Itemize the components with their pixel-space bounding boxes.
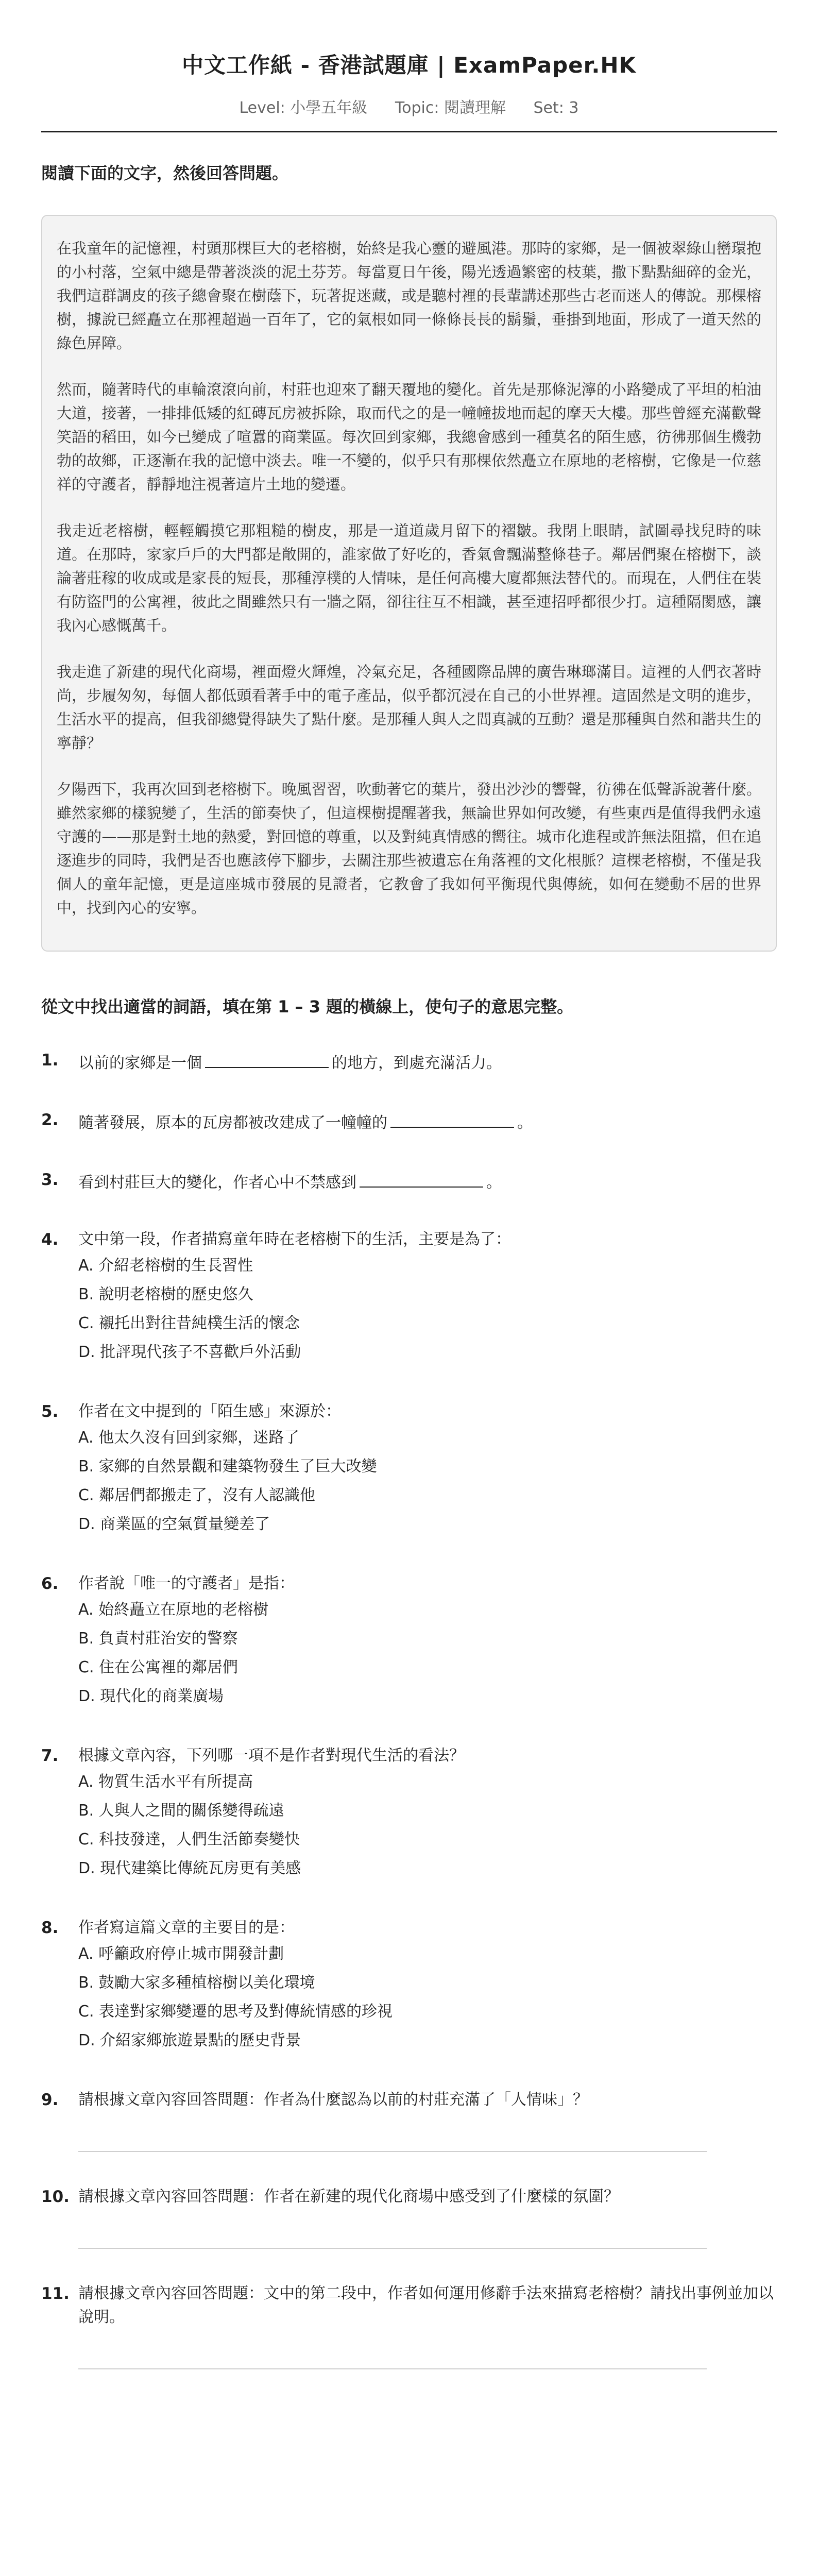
question-11 — [41, 2282, 777, 2369]
passage-paragraph-3: 我走近老榕樹，輕輕觸摸它那粗糙的樹皮，那是一道道歲月留下的褶皺。我閉上眼睛，試圖尋找兒時的味道。在那時，家家戶戶的大門都是敞開的，誰家做了好吃的，香氣會飄滿整條巷子。鄰居們聚在榕樹下，談論著莊稼的收成或是家長的短長，那種淳樸的人情味，是任何高樓大廈都無法替代的。而現在，人們住在裝有防盜門的公寓裡，彼此之間雖然只有一牆之隔，卻往往互不相識，甚至連招呼都很少打。這種隔閡感，讓我內心感慨萬千。 — [57, 522, 761, 634]
header — [41, 0, 777, 132]
question-body — [78, 1744, 777, 1883]
question-4 — [41, 1228, 777, 1367]
question-body — [78, 1168, 777, 1195]
question-number: 2. — [41, 1111, 59, 1129]
question-text: 。 — [486, 1174, 502, 1192]
question-text: 看到村莊巨大的變化，作者心中不禁感到 — [78, 1174, 356, 1192]
question-3 — [41, 1168, 777, 1195]
header-divider — [41, 131, 777, 132]
option-b[interactable]: B. 家鄉的自然景觀和建築物發生了巨大改變 — [78, 1458, 377, 1476]
option-b[interactable]: B. 說明老榕樹的歷史悠久 — [78, 1285, 253, 1303]
question-body — [78, 2282, 777, 2369]
question-text: 。 — [517, 1114, 533, 1132]
question-body — [78, 1572, 777, 1711]
set-label: Set: 3 — [533, 99, 579, 117]
question-number: 5. — [41, 1402, 59, 1421]
answer-line[interactable] — [78, 2368, 707, 2369]
question-list — [41, 1048, 777, 2369]
question-body — [78, 1228, 777, 1367]
question-stem: 請根據文章內容回答問題：作者在新建的現代化商場中感受到了什麼樣的氛圍？ — [78, 2188, 619, 2206]
answer-blank[interactable] — [390, 1108, 514, 1128]
topic-label: Topic: 閱讀理解 — [395, 99, 506, 117]
option-c[interactable]: C. 住在公寓裡的鄰居們 — [78, 1658, 238, 1676]
passage-paragraph-1: 在我童年的記憶裡，村頭那棵巨大的老榕樹，始終是我心靈的避風港。那時的家鄉，是一個被翠綠山巒環抱的小村落，空氣中總是帶著淡淡的泥土芬芳。每當夏日午後，陽光透過繁密的枝葉，撒下點點細碎的金光，我們這群調皮的孩子總會聚在樹蔭下，玩著捉迷藏，或是聽村裡的長輩講述那些古老而迷人的傳說。那棵榕樹，據說已經矗立在那裡超過一百年了，它的氣根如同一條條長長的鬍鬚，垂掛到地面，形成了一道天然的綠色屏障。 — [57, 240, 761, 352]
question-8 — [41, 1916, 777, 2055]
option-a[interactable]: A. 他太久沒有回到家鄉，迷路了 — [78, 1429, 300, 1447]
question-stem: 作者寫這篇文章的主要目的是： — [78, 1919, 295, 1937]
passage-paragraph-5: 夕陽西下，我再次回到老榕樹下。晚風習習，吹動著它的葉片，發出沙沙的響聲，彷彿在低聲訴說著什麼。雖然家鄉的樣貌變了，生活的節奏快了，但這棵樹提醒著我，無論世界如何改變，有些東西是值得我們永遠守護的——那是對土地的熱愛，對回憶的尊重，以及對純真情感的嚮往。城市化進程或許無法阻擋，但在追逐進步的同時，我們是否也應該停下腳步，去關注那些被遺忘在角落裡的文化根脈？這棵老榕樹，不僅是我個人的童年記憶，更是這座城市發展的見證者，它教會了我如何平衡現代與傳統，如何在變動不居的世界中，找到內心的安寧。 — [57, 781, 761, 917]
option-a[interactable]: A. 介紹老榕樹的生長習性 — [78, 1257, 253, 1275]
question-7 — [41, 1744, 777, 1883]
passage-paragraph-4: 我走進了新建的現代化商場，裡面燈火輝煌，冷氣充足，各種國際品牌的廣告琳瑯滿目。這裡的人們衣著時尚，步履匆匆，每個人都低頭看著手中的電子產品，似乎都沉浸在自己的小世界裡。這固然是文明的進步，生活水平的提高，但我卻總覺得缺失了點什麼。是那種人與人之間真誠的互動？還是那種與自然和諧共生的寧靜？ — [57, 663, 761, 752]
question-number: 10. — [41, 2188, 70, 2206]
option-a[interactable]: A. 呼籲政府停止城市開發計劃 — [78, 1945, 284, 1963]
option-c[interactable]: C. 襯托出對往昔純樸生活的懷念 — [78, 1314, 300, 1332]
option-b[interactable]: B. 負責村莊治安的警察 — [78, 1630, 238, 1648]
question-stem: 文中第一段，作者描寫童年時在老榕樹下的生活，主要是為了： — [78, 1230, 511, 1248]
option-c[interactable]: C. 科技發達，人們生活節奏變快 — [78, 1831, 300, 1849]
question-stem: 作者在文中提到的「陌生感」來源於： — [78, 1402, 341, 1420]
question-body — [78, 1048, 777, 1075]
reading-passage — [41, 215, 777, 952]
fill-blank-instruction: 從文中找出適當的詞語，填在第 1 – 3 題的橫線上，使句子的意思完整。 — [41, 997, 574, 1016]
question-text: 隨著發展，原本的瓦房都被改建成了一幢幢的 — [78, 1114, 387, 1132]
question-stem: 請根據文章內容回答問題：文中的第二段中，作者如何運用修辭手法來描寫老榕樹？請找出事例並加以說明。 — [78, 2284, 774, 2326]
answer-line[interactable] — [78, 2248, 707, 2249]
answer-blank[interactable] — [205, 1048, 329, 1068]
question-5 — [41, 1400, 777, 1539]
question-body — [78, 1916, 777, 2055]
meta-line — [41, 95, 777, 117]
question-number: 7. — [41, 1747, 59, 1765]
answer-blank[interactable] — [360, 1168, 483, 1188]
question-number: 11. — [41, 2284, 70, 2303]
option-d[interactable]: D. 介紹家鄉旅遊景點的歷史背景 — [78, 2031, 301, 2049]
option-b[interactable]: B. 鼓勵大家多種植榕樹以美化環境 — [78, 1974, 315, 1992]
question-number: 4. — [41, 1230, 59, 1249]
option-d[interactable]: D. 批評現代孩子不喜歡戶外活動 — [78, 1343, 301, 1361]
question-body — [78, 1400, 777, 1539]
option-c[interactable]: C. 表達對家鄉變遷的思考及對傳統情感的珍視 — [78, 2003, 393, 2021]
question-1 — [41, 1048, 777, 1075]
question-body — [78, 2088, 777, 2152]
level-label: Level: 小學五年級 — [239, 99, 368, 117]
option-d[interactable]: D. 商業區的空氣質量變差了 — [78, 1515, 270, 1533]
question-2 — [41, 1108, 777, 1135]
question-stem: 請根據文章內容回答問題：作者為什麼認為以前的村莊充滿了「人情味」？ — [78, 2091, 588, 2109]
page-title: 中文工作紙 - 香港試題庫 | ExamPaper.HK — [181, 53, 637, 78]
option-b[interactable]: B. 人與人之間的關係變得疏遠 — [78, 1802, 284, 1820]
question-number: 8. — [41, 1919, 59, 1937]
reading-instruction: 閱讀下面的文字，然後回答問題。 — [41, 163, 289, 183]
option-d[interactable]: D. 現代建築比傳統瓦房更有美感 — [78, 1859, 301, 1877]
question-number: 1. — [41, 1051, 59, 1070]
question-6 — [41, 1572, 777, 1711]
question-number: 6. — [41, 1574, 59, 1593]
question-stem: 根據文章內容，下列哪一項不是作者對現代生活的看法？ — [78, 1747, 465, 1765]
passage-paragraph-2: 然而，隨著時代的車輪滾滾向前，村莊也迎來了翻天覆地的變化。首先是那條泥濘的小路變成了平坦的柏油大道，接著，一排排低矮的紅磚瓦房被拆除，取而代之的是一幢幢拔地而起的摩天大樓。那些曾經充滿歡聲笑語的稻田，如今已變成了喧囂的商業區。每次回到家鄉，我總會感到一種莫名的陌生感，彷彿那個生機勃勃的故鄉，正逐漸在我的記憶中淡去。唯一不變的，似乎只有那棵依然矗立在原地的老榕樹，它像是一位慈祥的守護者，靜靜地注視著這片土地的變遷。 — [57, 381, 761, 493]
option-c[interactable]: C. 鄰居們都搬走了，沒有人認識他 — [78, 1486, 316, 1504]
question-10 — [41, 2185, 777, 2249]
question-text: 以前的家鄉是一個 — [78, 1054, 202, 1072]
answer-line[interactable] — [78, 2151, 707, 2152]
question-number: 3. — [41, 1171, 59, 1189]
question-9 — [41, 2088, 777, 2152]
option-a[interactable]: A. 物質生活水平有所提高 — [78, 1773, 253, 1791]
question-text: 的地方，到處充滿活力。 — [332, 1054, 502, 1072]
question-stem: 作者說「唯一的守護者」是指： — [78, 1574, 295, 1592]
question-body — [78, 1108, 777, 1135]
option-d[interactable]: D. 現代化的商業廣場 — [78, 1687, 224, 1705]
question-number: 9. — [41, 2091, 59, 2109]
option-a[interactable]: A. 始終矗立在原地的老榕樹 — [78, 1601, 269, 1619]
question-body — [78, 2185, 777, 2249]
